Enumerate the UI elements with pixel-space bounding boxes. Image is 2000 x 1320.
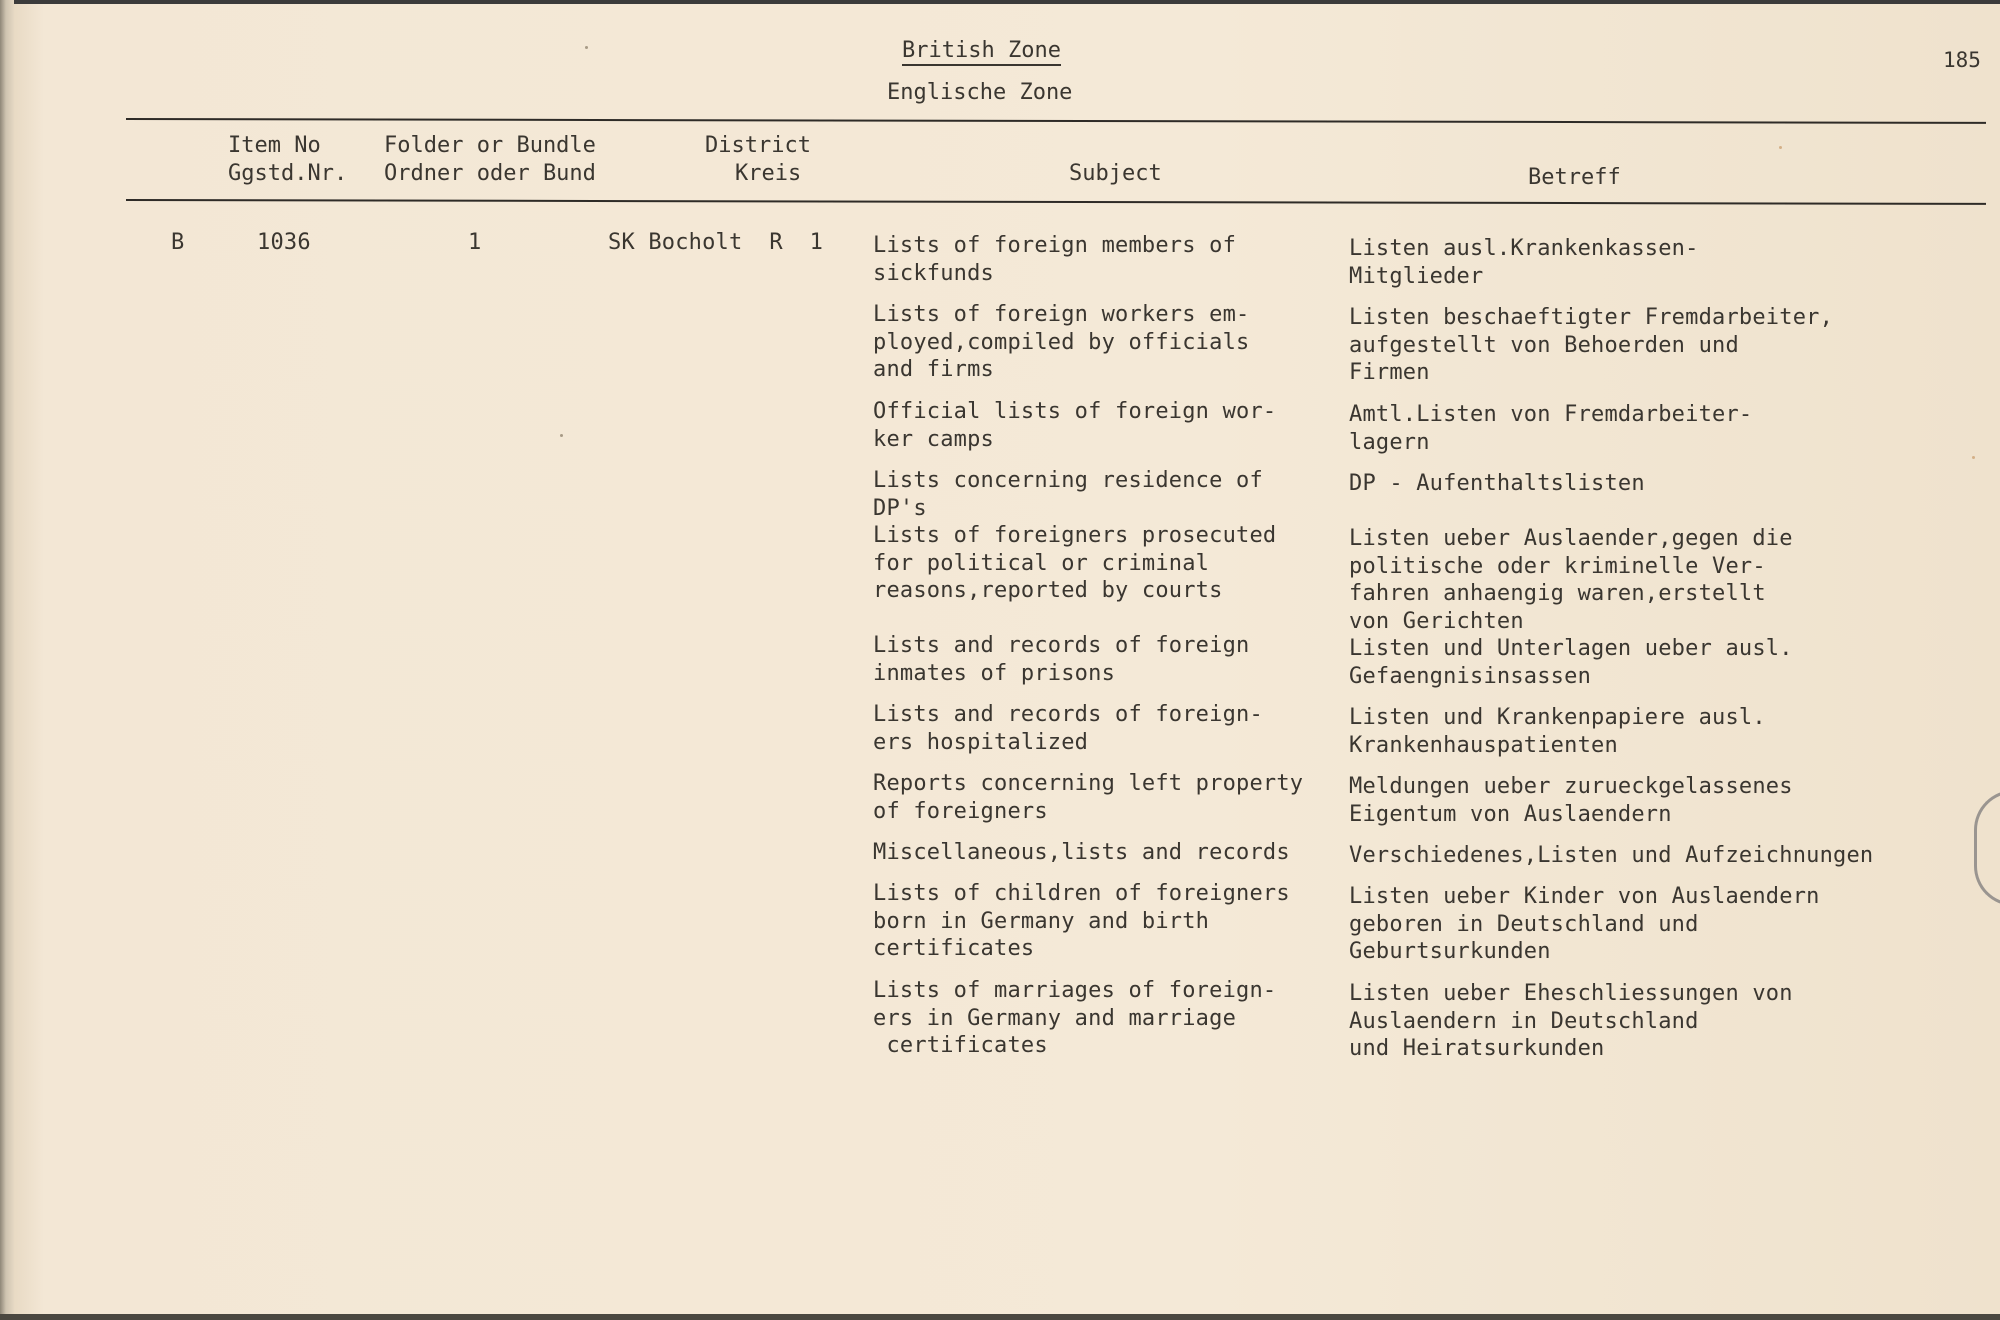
- entry-subject: Lists and records of foreign inmates of prisons: [873, 633, 1250, 686]
- entry-betreff: Listen ueber Eheschliessungen von Auslaendern in Deutschland und Heiratsurkunden: [1349, 981, 1793, 1061]
- entry-subject: Lists concerning residence of DP's: [873, 468, 1263, 521]
- zone-title-german: Englische Zone: [887, 80, 1073, 105]
- entry-subject: Lists of foreign members of sickfunds: [873, 233, 1237, 286]
- paper-speck: [560, 434, 563, 437]
- entry-betreff: Listen und Unterlagen ueber ausl. Gefaengnisinsassen: [1349, 636, 1793, 689]
- entry-subject: Lists of children of foreigners born in Germany and birth certificates: [873, 881, 1290, 961]
- paper-speck: [585, 46, 588, 49]
- entry-betreff: Listen ueber Auslaender,gegen die politische oder kriminelle Ver- fahren anhaengig waren,erstellt von Gerichten: [1349, 526, 1793, 634]
- record-letter: B: [171, 230, 185, 255]
- column-header-district: District Kreis: [705, 133, 811, 186]
- entry-betreff: DP - Aufenthaltslisten: [1349, 471, 1645, 496]
- entry-subject: Miscellaneous,lists and records: [873, 840, 1290, 865]
- entry-betreff: Listen ausl.Krankenkassen- Mitglieder: [1349, 236, 1699, 289]
- record-item-no: 1036: [257, 230, 311, 255]
- column-header-item-no: Item No Ggstd.Nr.: [228, 133, 348, 186]
- paper-speck: [1779, 146, 1782, 149]
- entry-betreff: Listen beschaeftigter Fremdarbeiter, aufgestellt von Behoerden und Firmen: [1349, 305, 1834, 385]
- entry-betreff: Verschiedenes,Listen und Aufzeichnungen: [1349, 843, 1874, 868]
- column-header-betreff: Betreff: [1528, 165, 1621, 190]
- book-binding: [0, 0, 14, 1320]
- column-header-subject: Subject: [1069, 161, 1162, 186]
- entry-betreff: Listen und Krankenpapiere ausl. Krankenhauspatienten: [1349, 705, 1766, 758]
- entry-subject: Lists of marriages of foreign- ers in Germany and marriage certificates: [873, 978, 1277, 1058]
- entry-subject: Lists and records of foreign- ers hospitalized: [873, 702, 1263, 755]
- entry-subject: Lists of foreign workers em- ployed,compiled by officials and firms: [873, 302, 1250, 382]
- entry-subject: Reports concerning left property of foreigners: [873, 771, 1304, 824]
- entry-subject: Official lists of foreign wor- ker camps: [873, 399, 1277, 452]
- record-district: SK Bocholt R 1: [608, 230, 824, 255]
- record-folder: 1: [468, 230, 482, 255]
- page-number: 185: [1943, 48, 1981, 72]
- paper-speck: [1972, 456, 1975, 459]
- entry-betreff: Amtl.Listen von Fremdarbeiter- lagern: [1349, 402, 1753, 455]
- page-bottom-edge: [0, 1314, 2000, 1320]
- entry-subject: Lists of foreigners prosecuted for political or criminal reasons,reported by courts: [873, 523, 1277, 603]
- zone-title-english: British Zone: [902, 38, 1061, 63]
- column-header-folder: Folder or Bundle Ordner oder Bund: [384, 133, 596, 186]
- entry-betreff: Listen ueber Kinder von Auslaendern geboren in Deutschland und Geburtsurkunden: [1349, 884, 1820, 964]
- entry-betreff: Meldungen ueber zurueckgelassenes Eigentum von Auslaendern: [1349, 774, 1793, 827]
